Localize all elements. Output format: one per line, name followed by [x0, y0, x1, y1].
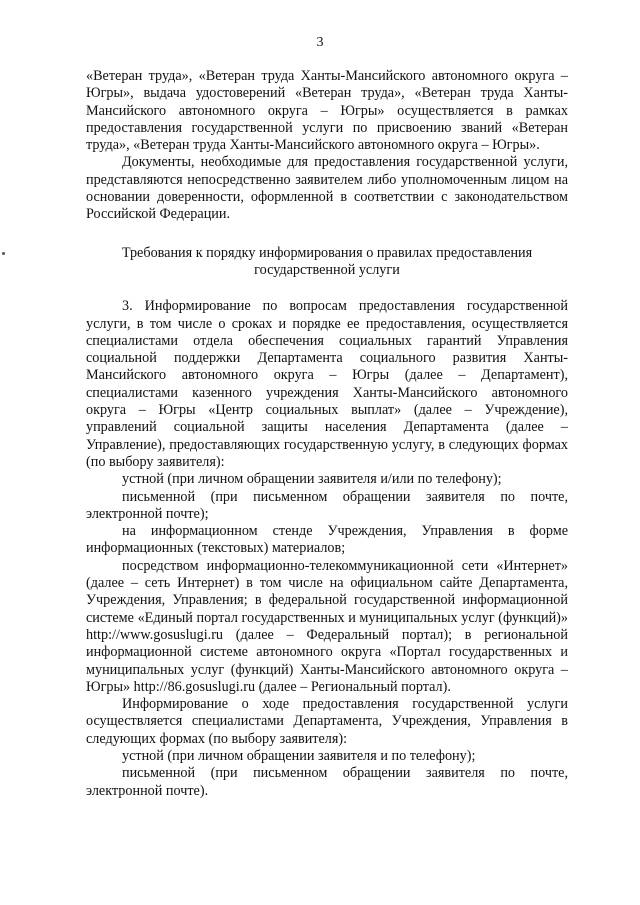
list-item-internet: посредством информационно-телекоммуникационной сети «Интернет» (далее – сеть Интернет) в том числе на официальном сайте Департамента, Учреждения, Управления; в федеральной государственной информационной системе «Единый портал государственных и муниципальных услуг (функций)» http://www.gosuslugi.ru (далее – Федеральный портал); в региональной информационной системе автономного округа «Портал государственных и муниципальных услуг (функций) Ханты-Мансийского автономного округа – Югры» http://86.gosuslugi.ru (далее – Региональный портал). [86, 557, 568, 695]
list-item-written-2: письменной (при письменном обращении заявителя по почте, электронной почте). [86, 765, 568, 799]
list-item-stand: на информационном стенде Учреждения, Управления в форме информационных (текстовых) материалов; [86, 523, 568, 557]
paragraph-informing: 3. Информирование по вопросам предоставления государственной услуги, в том числе о сроках и порядке ее предоставления, осуществляется специалистами отдела обеспечения социальных гарантий Управления социальной поддержки Департамента социального развития Ханты-Мансийского автономного округа – Югры (далее – Департамент), специалистами казенного учреждения Ханты-Мансийского автономного округа – Югры «Центр социальных выплат» (далее – Учреждение), управлений социальной защиты населения Департамента (далее – Управление), предоставляющих государственную услугу, в следующих формах (по выбору заявителя): [86, 298, 568, 470]
list-item-written: письменной (при письменном обращении заявителя по почте, электронной почте); [86, 488, 568, 522]
document-body [86, 68, 568, 800]
paragraph-veteran-titles: «Ветеран труда», «Ветеран труда Ханты-Мансийского автономного округа – Югры», выдача удостоверений «Ветеран труда», «Ветеран труда Ханты-Мансийского автономного округа – Югры» осуществляется в рамках предоставления государственной услуги по присвоению званий «Ветеран труда», «Ветеран труда Ханты-Мансийского автономного округа – Югры». [86, 68, 568, 154]
section-heading: Требования к порядку информирования о правилах предоставления государственной услуги [121, 244, 533, 278]
paragraph-progress-informing: Информирование о ходе предоставления государственной услуги осуществляется специалистами Департамента, Учреждения, Управления в следующих формах (по выбору заявителя): [86, 696, 568, 747]
list-item-oral: устной (при личном обращении заявителя и/или по телефону); [122, 471, 502, 488]
scan-mark [2, 252, 5, 255]
page-number: 3 [316, 35, 324, 50]
list-item-oral-2: устной (при личном обращении заявителя и по телефону); [122, 747, 476, 764]
paragraph-documents: Документы, необходимые для предоставления государственной услуги, представляются непосредственно заявителем либо уполномоченным лицом на основании доверенности, оформленной в соответствии с законодательством Российской Федерации. [86, 154, 568, 223]
